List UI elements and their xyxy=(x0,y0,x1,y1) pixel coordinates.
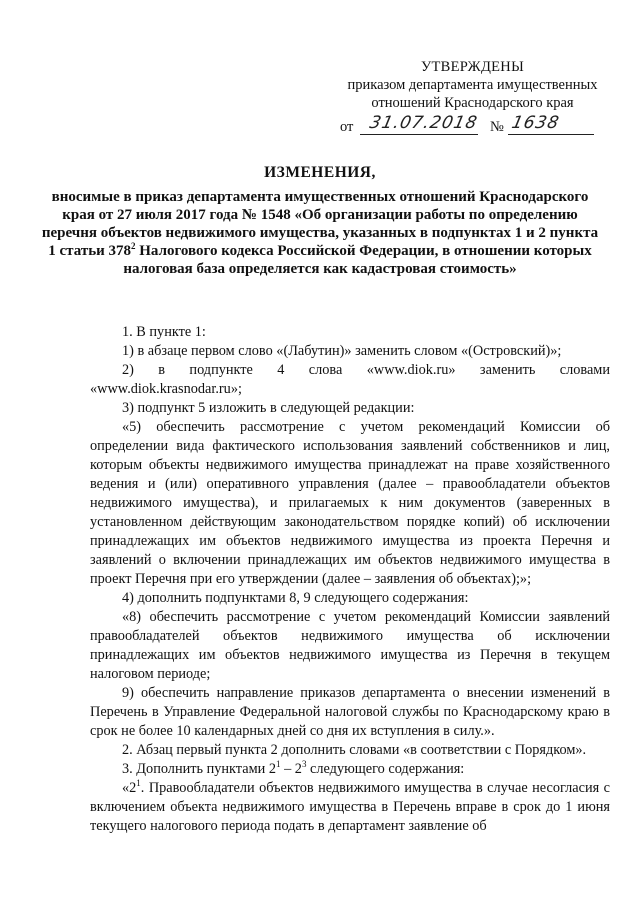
number-label: № xyxy=(490,119,504,135)
approval-line-1: приказом департамента имущественных xyxy=(347,77,598,93)
paragraph-10-sup-1: 1 xyxy=(276,759,281,770)
approved-heading: УТВЕРЖДЕНЫ xyxy=(420,59,525,75)
title-subtitle xyxy=(40,188,600,278)
paragraph-1: 1. В пункте 1: xyxy=(122,324,206,340)
from-label: от xyxy=(340,119,354,135)
subtitle-part-2: Налогового кодекса Российской Федерации, в отношении которых налоговая база определяется как кадастровая стоимость» xyxy=(123,243,592,277)
subtitle-superscript: 2 xyxy=(131,241,136,251)
document-body xyxy=(90,323,610,836)
handwritten-date: 31.07.2018 xyxy=(367,113,480,133)
document-title xyxy=(40,164,600,278)
paragraph-9: 2. Абзац первый пункта 2 дополнить словами «в соответствии с Порядком». xyxy=(122,742,587,758)
paragraph-5: «5) обеспечить рассмотрение с учетом рекомендаций Комиссии об определении вида фактического использования заявлений собственников и лиц, которым объекты недвижимого имущества принадлежат на праве хозяйственного ведения и (или) оперативного управления (далее – правообладатели объектов недвижимого имущества), и прилагаемых к ним документов (заверенных в установленном действующим законодательством порядке копий) об исключении принадлежащих им объектов недвижимого имущества из проекта Перечня и заявлений о включении принадлежащих им объектов недвижимого имущества в проект Перечня при его утверждении (далее – заявления об объектах);»; xyxy=(90,419,610,587)
paragraph-11 xyxy=(90,779,610,836)
paragraph-10-text-b: – 2 xyxy=(280,761,302,777)
title-main: ИЗМЕНЕНИЯ, xyxy=(264,164,376,181)
paragraph-10-sup-2: 3 xyxy=(301,759,307,770)
paragraph-8: 9) обеспечить направление приказов департамента о внесении изменений в Перечень в Управление Федеральной налоговой службы по Краснодарскому краю в срок не более 10 календарных дней со дня их вступления в силу.». xyxy=(90,685,610,739)
paragraph-4: 3) подпункт 5 изложить в следующей редакции: xyxy=(122,400,415,416)
paragraph-11-text-a: «2 xyxy=(122,780,137,796)
handwritten-number: 1638 xyxy=(509,113,562,133)
paragraph-10 xyxy=(90,760,610,779)
approval-block xyxy=(330,58,615,138)
paragraph-10-text-c: следующего содержания: xyxy=(306,761,465,777)
paragraph-2: 1) в абзаце первом слово «(Лабутин)» заменить словом «(Островский)»; xyxy=(122,343,562,359)
date-underline xyxy=(360,134,478,135)
paragraph-11-text-b: . Правообладатели объектов недвижимого имущества в случае несогласия с включением объекта недвижимого имущества в Перечень вправе в срок до 1 июня текущего налогового периода подать в департамент заявление об xyxy=(90,780,610,834)
paragraph-3: 2) в подпункте 4 слова «www.diok.ru» заменить словами «www.diok.krasnodar.ru»; xyxy=(90,362,610,397)
paragraph-7: «8) обеспечить рассмотрение с учетом рекомендаций Комиссии заявлений правообладателей объектов недвижимого имущества об исключении принадлежащих им объектов недвижимого имущества из Перечня в текущем налоговом периоде; xyxy=(90,609,610,682)
subtitle-part-1: вносимые в приказ департамента имущественных отношений Краснодарского края от 27 июля 2017 года № 1548 «Об организации работы по определению перечня объектов недвижимого имущества, указанных в подпунктах 1 и 2 пункта 1 статьи 378 xyxy=(41,189,599,259)
paragraph-11-sup: 1 xyxy=(136,778,141,789)
paragraph-10-text-a: 3. Дополнить пунктами 2 xyxy=(122,761,276,777)
approval-line-2: отношений Краснодарского края xyxy=(371,95,574,111)
approval-date-number-row xyxy=(330,114,615,138)
number-underline xyxy=(508,134,594,135)
paragraph-6: 4) дополнить подпунктами 8, 9 следующего содержания: xyxy=(122,590,469,606)
